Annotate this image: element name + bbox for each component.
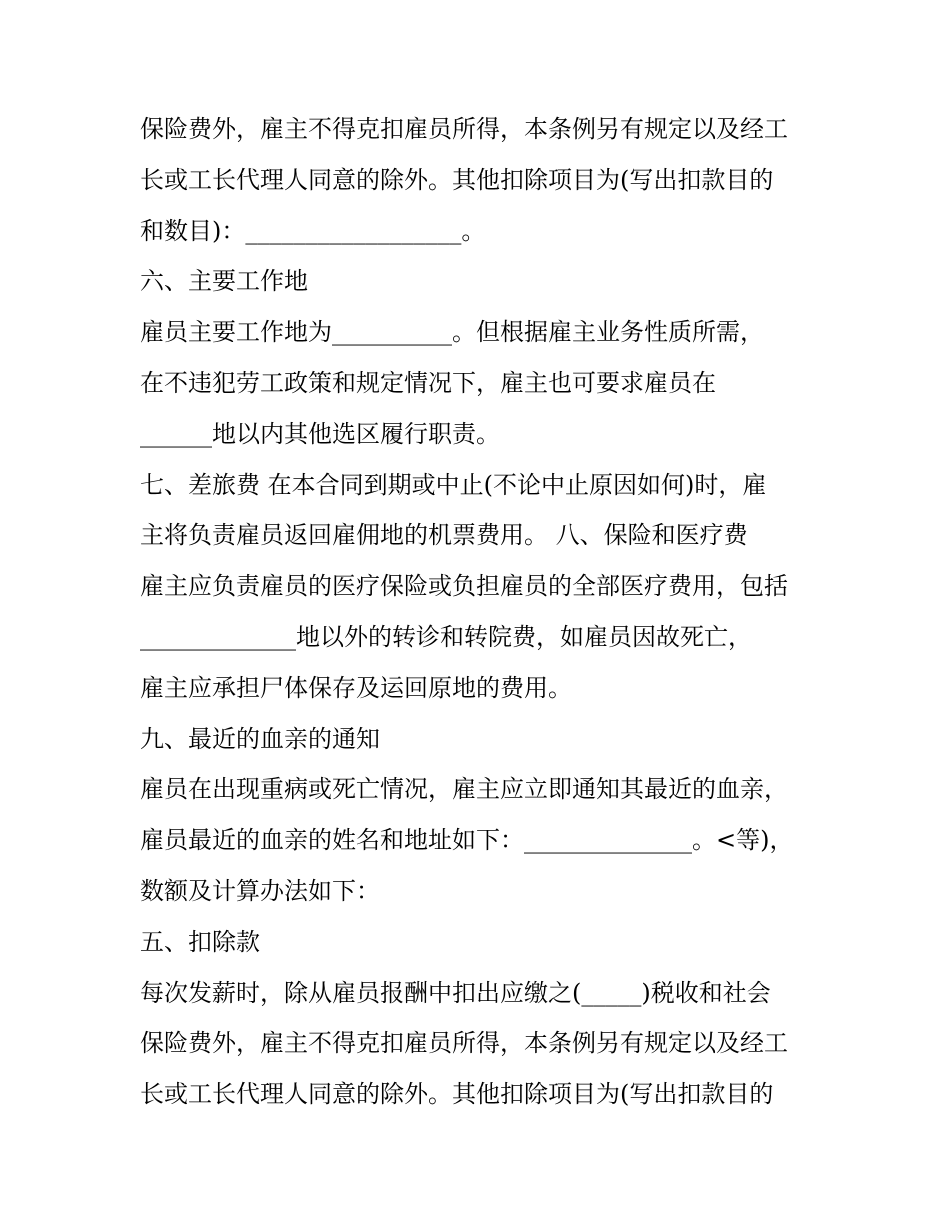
text-line: 长或工长代理人同意的除外。其他扣除项目为(写出扣款目的 xyxy=(140,165,774,194)
section-heading: 六、主要工作地 xyxy=(140,267,308,296)
text-line: 和数目)：__________________。 xyxy=(140,216,486,245)
text-line: 雇员主要工作地为__________。但根据雇主业务性质所需， xyxy=(140,318,764,347)
text-line: _____________地以外的转诊和转院费，如雇员因故死亡， xyxy=(140,622,752,651)
text-line: 在不违犯劳工政策和规定情况下，雇主也可要求雇员在 xyxy=(140,368,716,397)
text-line: 雇主应承担尸体保存及运回原地的费用。 xyxy=(140,673,572,702)
section-heading: 九、最近的血亲的通知 xyxy=(140,724,380,753)
text-line: 雇主应负责雇员的医疗保险或负担雇员的全部医疗费用，包括 xyxy=(140,572,788,601)
text-line: 长或工长代理人同意的除外。其他扣除项目为(写出扣款目的 xyxy=(140,1080,774,1109)
section-heading: 五、扣除款 xyxy=(140,927,260,956)
text-line: 雇员最近的血亲的姓名和地址如下：______________。<等)， xyxy=(140,826,794,855)
text-line: 主将负责雇员返回雇佣地的机票费用。 八、保险和医疗费 xyxy=(140,521,748,550)
text-line: 雇员在出现重病或死亡情况，雇主应立即通知其最近的血亲， xyxy=(140,775,788,804)
text-line: 保险费外，雇主不得克扣雇员所得，本条例另有规定以及经工 xyxy=(140,1029,788,1058)
text-line: 数额及计算办法如下： xyxy=(140,876,380,905)
text-line: 七、差旅费 在本合同到期或中止(不论中止原因如何)时，雇 xyxy=(140,470,767,499)
text-line: ______地以内其他选区履行职责。 xyxy=(140,419,500,448)
document-body xyxy=(140,104,830,1120)
text-line: 每次发薪时，除从雇员报酬中扣出应缴之(_____)税收和社会 xyxy=(140,978,771,1007)
text-line: 保险费外，雇主不得克扣雇员所得，本条例另有规定以及经工 xyxy=(140,115,788,143)
